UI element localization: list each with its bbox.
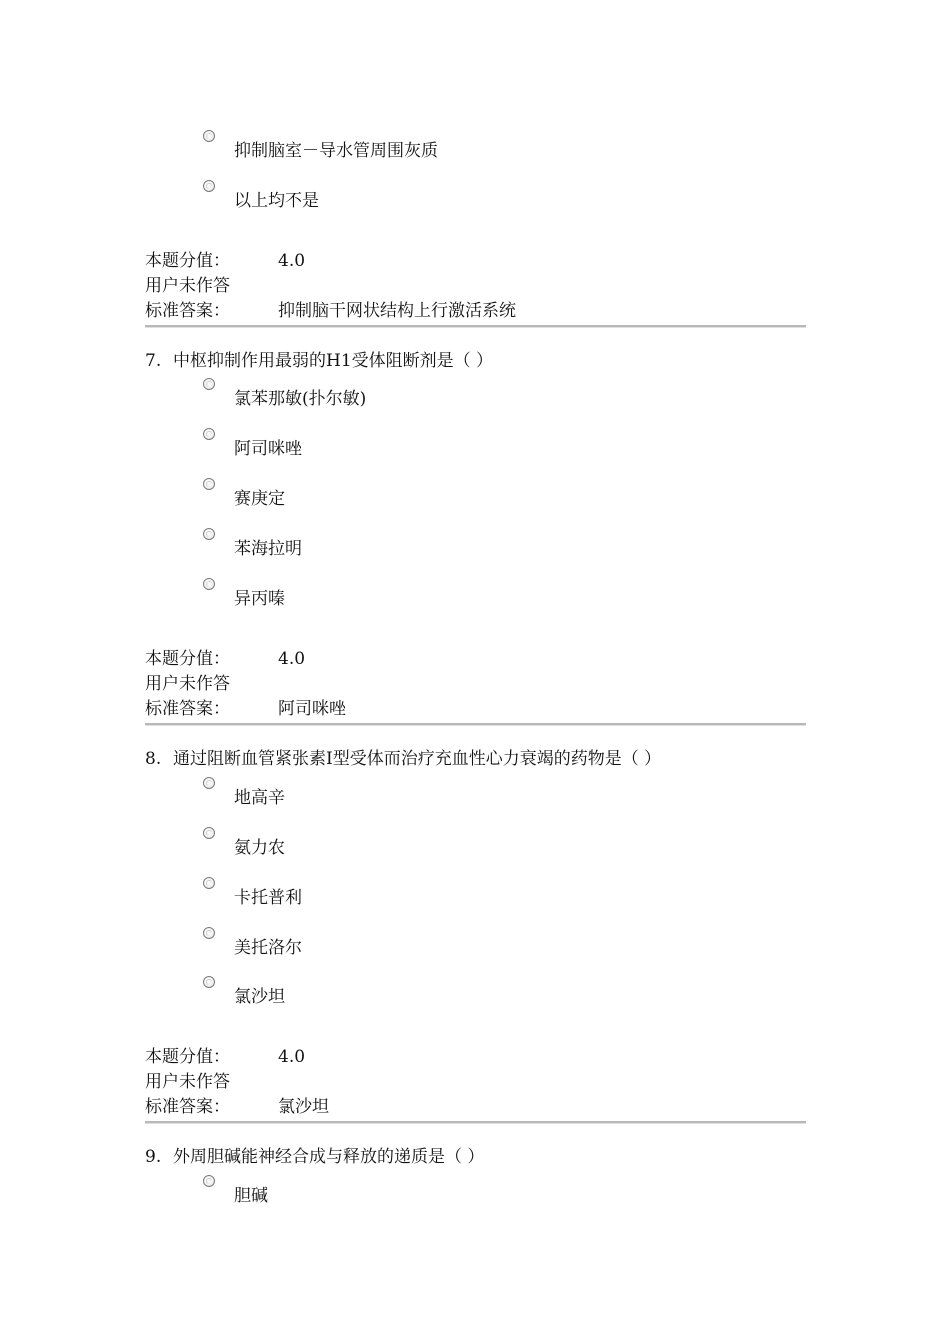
answer-value: 氯沙坦 [278,1097,329,1117]
q7-result [145,647,805,722]
question-number: 8. [145,749,162,769]
answer-label: 标准答案： [145,699,230,719]
radio-button[interactable] [203,528,215,540]
score-value: 4.0 [278,251,306,271]
option-label: 异丙嗪 [234,589,285,609]
radio-button[interactable] [203,378,215,390]
option-label: 氯苯那敏(扑尔敏) [234,389,367,409]
answer-row [145,697,805,722]
score-label: 本题分值： [145,251,230,271]
answer-value: 抑制脑干网状结构上行激活系统 [278,301,516,321]
unanswered-row [145,1070,805,1095]
score-row [145,1045,805,1070]
q8-result [145,1045,805,1120]
separator [145,325,806,328]
unanswered-label: 用户未作答 [145,276,230,296]
answer-label: 标准答案： [145,1097,230,1117]
radio-button[interactable] [203,130,215,142]
unanswered-label: 用户未作答 [145,1072,230,1092]
separator [145,723,806,726]
radio-button[interactable] [203,1175,215,1187]
q6-result [145,249,805,324]
score-value: 4.0 [278,649,306,669]
radio-button[interactable] [203,478,215,490]
option-label: 赛庚定 [234,489,285,509]
option-label: 以上均不是 [234,191,319,211]
option-label: 抑制脑室－导水管周围灰质 [234,141,438,161]
answer-label: 标准答案： [145,301,230,321]
question-text: 通过阻断血管紧张素Ⅰ型受体而治疗充血性心力衰竭的药物是（ ） [173,749,662,769]
score-row [145,647,805,672]
score-label: 本题分值： [145,1047,230,1067]
option-label: 胆碱 [234,1186,268,1206]
option-label: 地高辛 [234,788,285,808]
q8-title [145,748,661,770]
radio-button[interactable] [203,877,215,889]
option-label: 氨力农 [234,838,285,858]
unanswered-row [145,274,805,299]
score-label: 本题分值： [145,649,230,669]
q7-title [145,350,493,372]
option-label: 苯海拉明 [234,539,302,559]
option-label: 卡托普利 [234,888,302,908]
score-value: 4.0 [278,1047,306,1067]
answer-row [145,299,805,324]
answer-value: 阿司咪唑 [278,699,346,719]
question-number: 7. [145,351,162,371]
answer-row [145,1095,805,1120]
score-row [145,249,805,274]
radio-button[interactable] [203,827,215,839]
q9-title [145,1146,484,1168]
unanswered-label: 用户未作答 [145,674,230,694]
question-text: 中枢抑制作用最弱的H1受体阻断剂是（ ） [173,351,494,371]
option-label: 氯沙坦 [234,987,285,1007]
question-text: 外周胆碱能神经合成与释放的递质是（ ） [173,1147,485,1167]
radio-button[interactable] [203,976,215,988]
radio-button[interactable] [203,777,215,789]
radio-button[interactable] [203,927,215,939]
option-label: 阿司咪唑 [234,439,302,459]
option-label: 美托洛尔 [234,938,302,958]
separator [145,1121,806,1124]
radio-button[interactable] [203,578,215,590]
radio-button[interactable] [203,428,215,440]
radio-button[interactable] [203,180,215,192]
question-number: 9. [145,1147,162,1167]
unanswered-row [145,672,805,697]
